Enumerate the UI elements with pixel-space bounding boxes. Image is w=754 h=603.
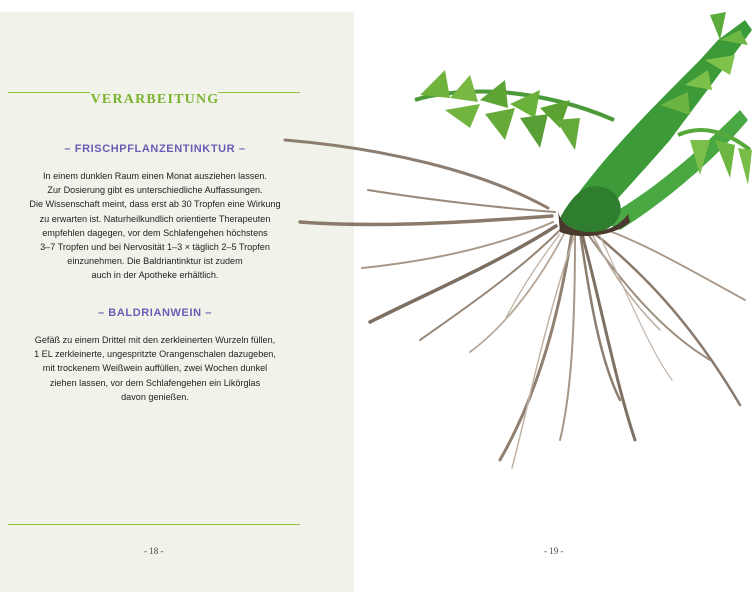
text-line: 3–7 Tropfen und bei Nervosität 1–3 × täglich 2–5 Tropfen	[40, 242, 270, 253]
text-line: zu erwarten ist. Naturheilkundlich orientierte Therapeuten	[39, 213, 271, 224]
text-line: 1 EL zerkleinerte, ungespritzte Orangenschalen dazugeben,	[34, 349, 276, 360]
leaves	[415, 12, 752, 236]
tincture-heading: – FRISCHPFLANZENTINKTUR –	[64, 143, 246, 155]
text-line: mit trockenem Weißwein auffüllen, zwei Wochen dunkel	[42, 363, 268, 374]
section-title: VERARBEITUNG	[90, 92, 220, 107]
text-line: In einem dunklen Raum einen Monat ausziehen lassen.	[43, 171, 267, 181]
text-line: auch in der Apotheke erhältlich.	[91, 270, 219, 281]
text-line: davon genießen.	[121, 391, 189, 402]
wine-heading: – BALDRIANWEIN –	[97, 307, 213, 319]
text-line: einzunehmen. Die Baldriantinktur ist zudem	[67, 256, 243, 267]
text-line: ziehen lassen, vor dem Schlafengehen ein Likörglas	[49, 377, 261, 388]
page-number-left: - 18 -	[144, 546, 164, 556]
text-line: Die Wissenschaft meint, dass erst ab 30 Tropfen eine Wirkung	[29, 199, 281, 210]
text-line: Zur Dosierung gibt es unterschiedliche Auffassungen.	[47, 185, 263, 196]
text-line: empfehlen dagegen, vor dem Schlafengehen höchstens	[42, 227, 268, 238]
text-line: Gefäß zu einem Drittel mit den zerkleinerten Wurzeln füllen,	[34, 335, 276, 345]
page-number-right: - 19 -	[544, 546, 564, 556]
